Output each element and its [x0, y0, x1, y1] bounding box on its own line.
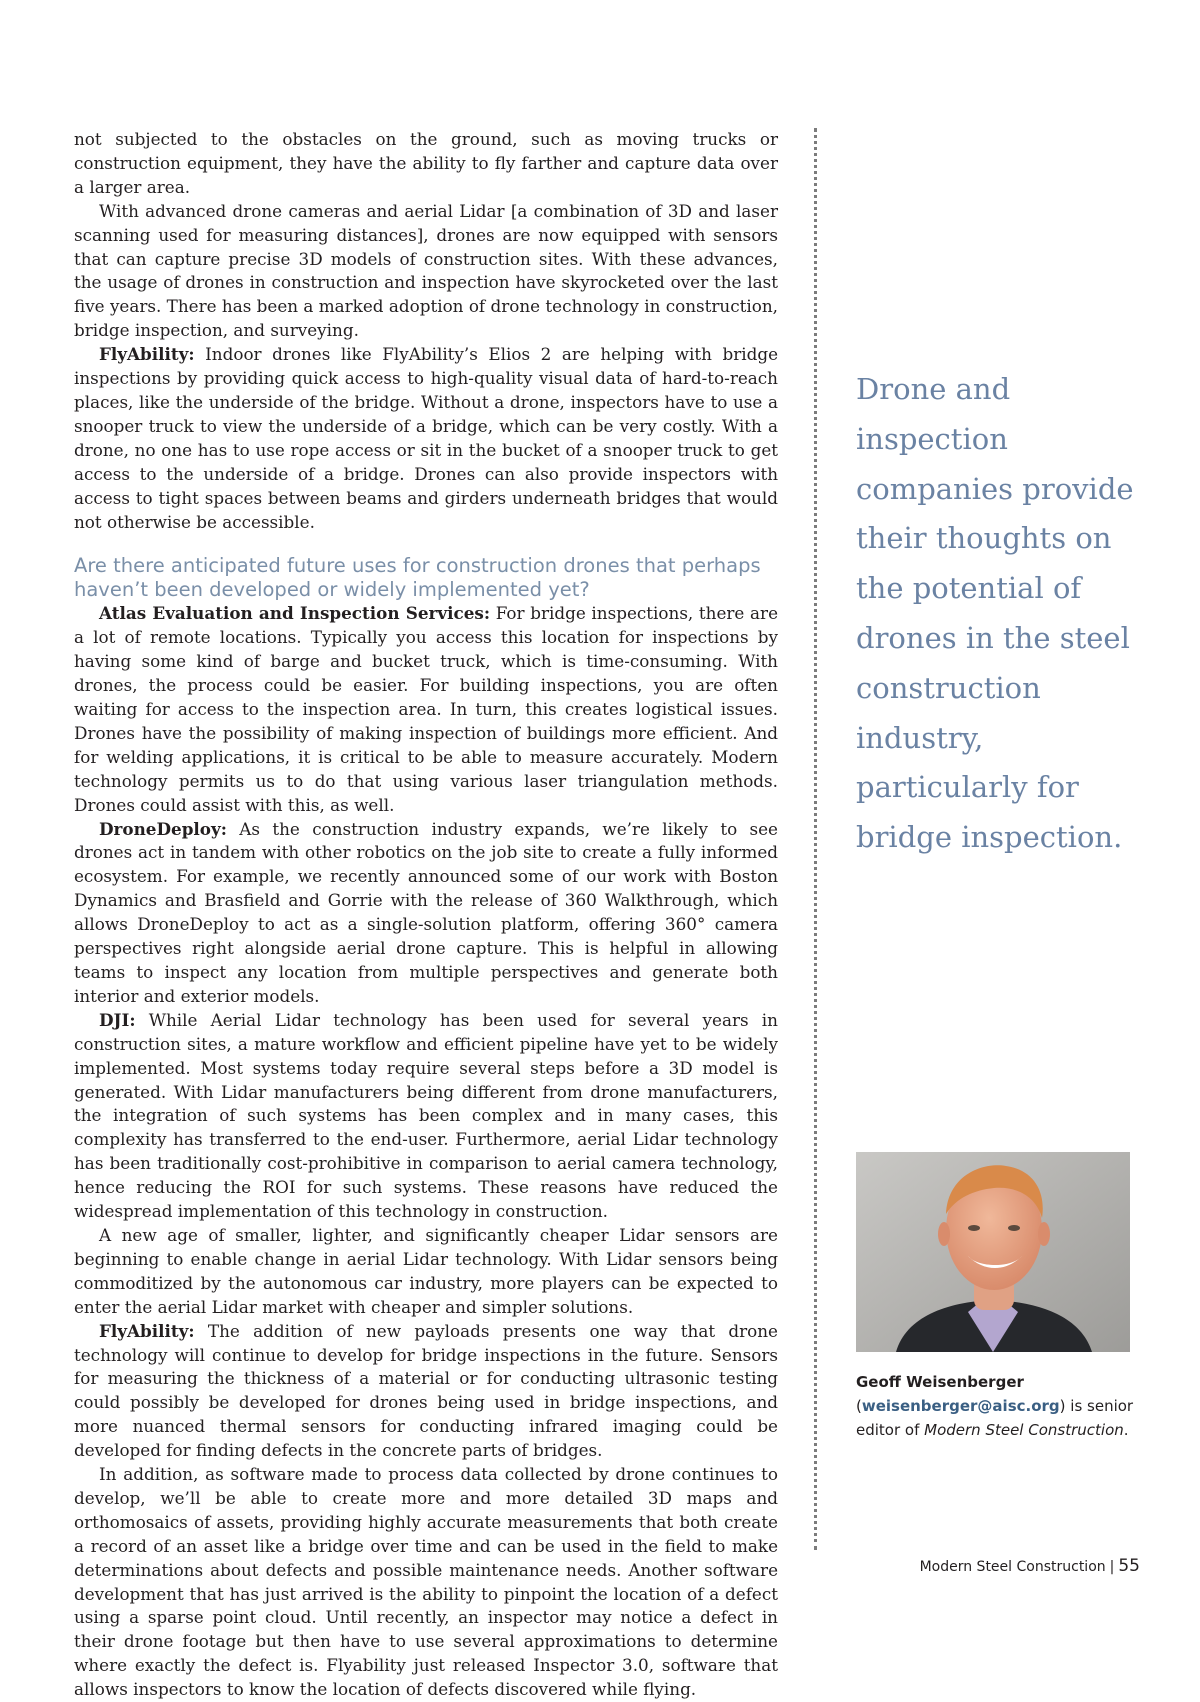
author-name: Geoff Weisenberger [856, 1373, 1024, 1391]
page-footer [920, 1556, 1140, 1576]
article-paragraph [74, 818, 778, 1009]
article-paragraph: not subjected to the obstacles on the ground, such as moving trucks or construction equipment, they have the ability to fly farther and capture data over a larger area. [74, 129, 778, 197]
speaker-label: DroneDeploy: [99, 818, 227, 839]
footer-publication: Modern Steel Construction [919, 1559, 1106, 1575]
dotted-column-divider [814, 128, 817, 1550]
article-paragraph: With advanced drone cameras and aerial Lidar [a combination of 3D and laser scanning used for measuring distances], drones are now equipped with sensors that can capture precise 3D models of construction sites. With these advances, the usage of drones in construction and inspection have skyrocketed over the last five years. There has been a marked adoption of drone technology in construction, bridge inspection, and surveying. [74, 200, 778, 341]
publication-name: Modern Steel Construction [924, 1421, 1124, 1439]
article-body [74, 128, 778, 1702]
article-paragraph [74, 1009, 778, 1224]
article-paragraph: A new age of smaller, lighter, and significantly cheaper Lidar sensors are beginning to enable change in aerial Lidar technology. With Lidar sensors being commoditized by the autonomous car industry, more players can be expected to enter the aerial Lidar market with cheaper and simpler solutions. [74, 1224, 778, 1317]
article-paragraph [74, 602, 778, 817]
paragraph-text: While Aerial Lidar technology has been used for several years in construction sites, a mature workflow and efficient pipeline have yet to be widely implemented. Most systems today require several steps before a 3D model is generated. With Lidar manufacturers being different from drone manufacturers, the integration of such systems has been complex and in many cases, this complexity has transferred to the end-user. Furthermore, aerial Lidar technology has been traditionally cost-prohibitive in comparison to aerial camera technology, hence reducing the ROI for such systems. These reasons have reduced the widespread implementation of this technology in construction. [74, 1009, 778, 1222]
author-description [856, 1394, 1156, 1442]
page-number: 55 [1118, 1556, 1140, 1576]
speaker-label: Atlas Evaluation and Inspection Services: [99, 603, 491, 624]
paragraph-text: For bridge inspections, there are a lot of remote locations. Typically you access this location for inspections by having some kind of barge and bucket truck, which is time-consuming. With drones, the process could be easier. For building inspections, you are often waiting for access to the inspection area. In turn, this creates logistical issues. Drones have the possibility of making inspection of buildings more efficient. And for welding applications, it is critical to be able to measure accurately. Modern technology permits us to do that using various laser triangulation methods. Drones could assist with this, as well. [74, 603, 778, 815]
bio-open-paren: ( [856, 1397, 862, 1415]
author-photo [856, 1152, 1130, 1352]
speaker-label: FlyAbility: [99, 1320, 195, 1341]
speaker-label: DJI: [99, 1009, 136, 1030]
article-paragraph [74, 343, 778, 534]
bio-text: ) is senior editor of [856, 1397, 1134, 1439]
article-paragraph: In addition, as software made to process data collected by drone continues to develop, we’ll be able to create more and more detailed 3D maps and orthomosaics of assets, providing highly accurate measurements that both create a record of an asset like a bridge over time and can be used in the field to make determinations about defects and possible maintenance needs. Another software development that has just arrived is the ability to pinpoint the location of a defect using a sparse point cloud. Until recently, an inspector may notice a defect in their drone footage but then have to use several approximations to determine where exactly the defect is. Flyability just released Inspector 3.0, software that allows inspectors to know the location of defects discovered while flying. [74, 1464, 778, 1700]
speaker-label: FlyAbility: [99, 344, 195, 365]
section-question-heading: Are there anticipated future uses for construction drones that perhaps haven’t been developed or widely implemented yet? [74, 554, 761, 602]
paragraph-text: As the construction industry expands, we’re likely to see drones act in tandem with other robotics on the job site to create a fully informed ecosystem. For example, we recently announced some of our work with Boston Dynamics and Brasfield and Gorrie with the release of 360 Walkthrough, which allows DroneDeploy to act as a single-solution platform, offering 360° camera perspectives right alongside aerial drone capture. This is helpful in allowing teams to inspect any location from multiple perspectives and generate both interior and exterior models. [74, 818, 778, 1006]
author-bio [856, 1370, 1156, 1442]
paragraph-text: Indoor drones like FlyAbility’s Elios 2 are helping with bridge inspections by providing quick access to high-quality visual data of hard-to-reach places, like the underside of the bridge. Without a drone, inspectors have to use a snooper truck to view the underside of a bridge, which can be very costly. With a drone, no one has to use rope access or sit in the bucket of a snooper truck to get access to the underside of a bridge. Drones can also provide inspectors with access to tight spaces between beams and girders underneath bridges that would not otherwise be accessible. [74, 344, 778, 532]
author-portrait-image [856, 1152, 1130, 1352]
pull-quote: Drone and inspection companies provide their thoughts on the potential of drones in the steel construction industry, particularly for bridge inspection. [856, 372, 1134, 855]
bio-period: . [1123, 1421, 1129, 1439]
footer-separator: | [1109, 1559, 1115, 1575]
author-email-link[interactable]: weisenberger@aisc.org [861, 1397, 1060, 1415]
article-paragraph [74, 1320, 778, 1463]
paragraph-text: The addition of new payloads presents one way that drone technology will continue to develop for bridge inspections in the future. Sensors for measuring the thickness of a material or for conducting ultrasonic testing could possibly be developed for drones being used in bridge inspections, and more nuanced thermal sensors for conducting infrared imaging could be developed for finding defects in the concrete parts of bridges. [74, 1320, 778, 1461]
